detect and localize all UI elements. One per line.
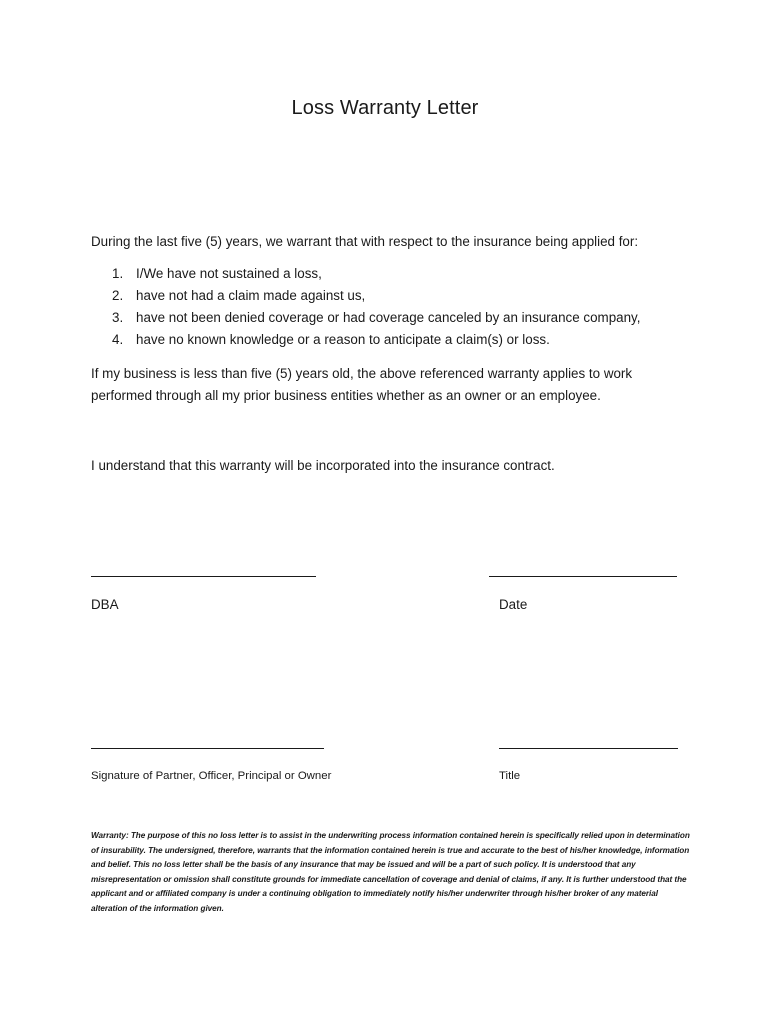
list-item-number: 3. — [112, 310, 124, 325]
list-item — [91, 285, 711, 307]
list-item-text: I/We have not sustained a loss, — [136, 266, 322, 281]
list-item — [91, 307, 711, 329]
owner-signature-line[interactable] — [91, 748, 324, 749]
list-item-number: 2. — [112, 288, 124, 303]
date-signature-line[interactable] — [489, 576, 677, 577]
dba-signature-line[interactable] — [91, 576, 316, 577]
document-title: Loss Warranty Letter — [291, 97, 479, 119]
title-label: Title — [499, 770, 521, 782]
list-item — [91, 329, 711, 351]
list-item-text: have not had a claim made against us, — [136, 288, 366, 303]
understanding-statement: I understand that this warranty will be incorporated into the insurance contract. — [91, 458, 555, 473]
list-item-number: 1. — [112, 266, 124, 281]
dba-label: DBA — [91, 597, 119, 612]
signature-label: Signature of Partner, Officer, Principal or Owner — [91, 770, 332, 782]
list-item-text: have not been denied coverage or had coverage canceled by an insurance company, — [136, 310, 641, 325]
date-label: Date — [499, 597, 528, 612]
list-item — [91, 263, 711, 285]
list-item-text: have no known knowledge or a reason to anticipate a claim(s) or loss. — [136, 332, 550, 347]
title-signature-line[interactable] — [499, 748, 678, 749]
list-item-number: 4. — [112, 332, 124, 347]
warranty-disclaimer: Warranty: The purpose of this no loss letter is to assist in the underwriting process information contained herein is specifically relied upon in determination of insurability. The undersigned, therefore, warrants that the information contained herein is true and accurate to the best of his/her knowledge, information and belief. This no loss letter shall be the basis of any insurance that may be issued and will be a part of such policy. It is understood that any misrepresentation or omission shall constitute grounds for immediate cancellation of coverage and denial of claims, if any. It is further understood that the applicant and or affiliated company is under a continuing obligation to immediately notify his/her underwriter through his/her broker of any material alteration of the information given. — [91, 831, 690, 913]
warranty-list — [91, 263, 711, 351]
intro-statement: During the last five (5) years, we warrant that with respect to the insurance being applied for: — [91, 234, 639, 249]
prior-business-paragraph: If my business is less than five (5) years old, the above referenced warranty applies to work performed through all my prior business entities whether as an owner or an employee. — [91, 366, 633, 403]
